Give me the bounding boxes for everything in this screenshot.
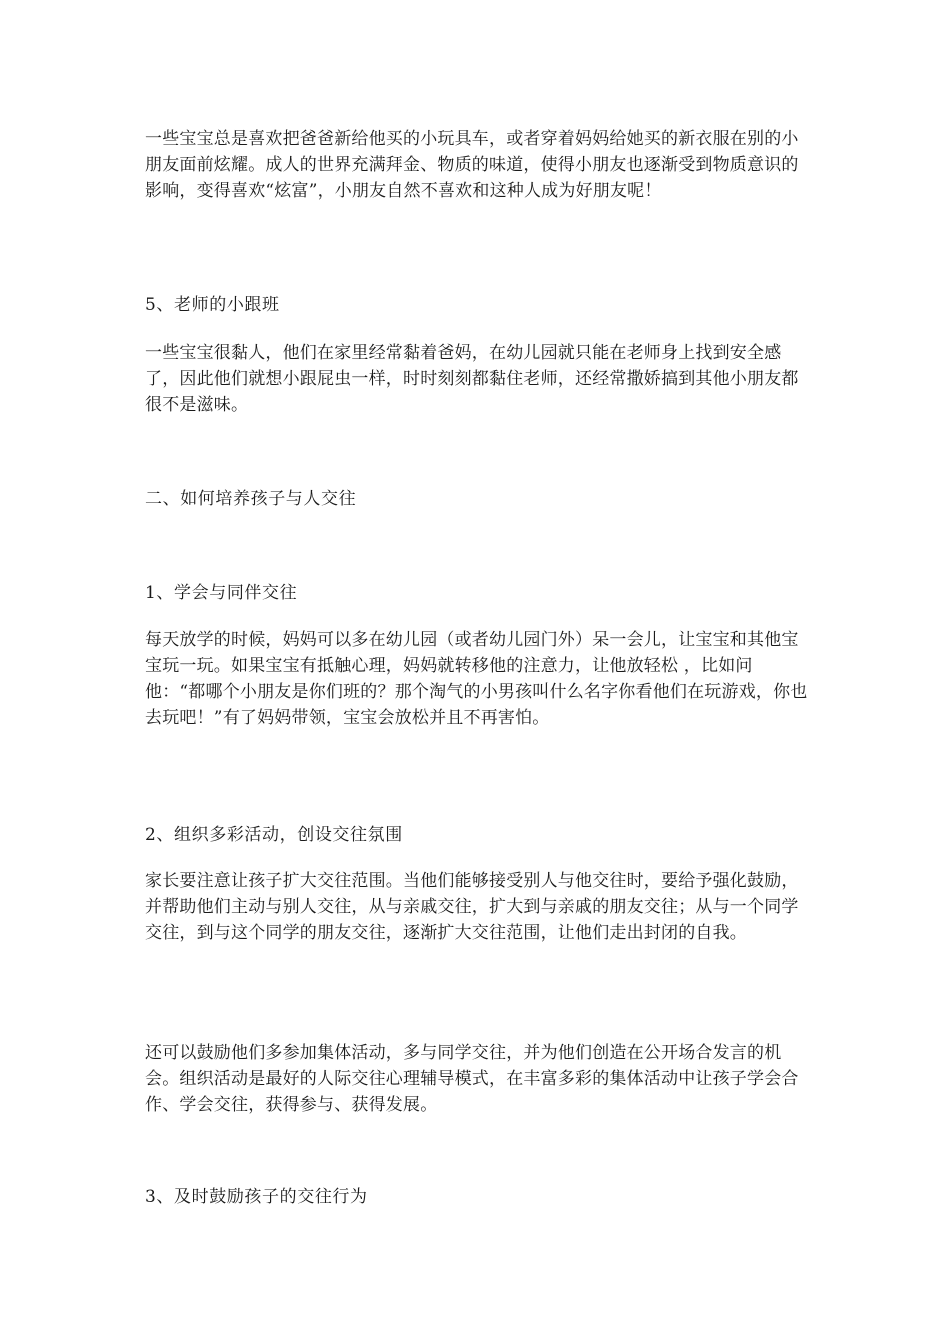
paragraph-after-school: 每天放学的时候，妈妈可以多在幼儿园（或者幼儿园门外）呆一会儿，让宝宝和其他宝宝玩一玩。如果宝宝有抵触心理，妈妈就转移他的注意力，让他放轻松 ，比如问他：“都哪个小朋友是你们班的？那个淘气的小男孩叫什么名字你看他们在玩游戏，你也去玩吧！”有了妈妈带领，宝宝会放松并且不再害怕。 <box>145 630 808 728</box>
paragraph-expand-scope: 家长要注意让孩子扩大交往范围。当他们能够接受别人与他交往时，要给予强化鼓励，并帮助他们主动与别人交往，从与亲戚交往，扩大到与亲戚的朋友交往；从与一个同学交往，到与这个同学的朋友交往，逐渐扩大交往范围，让他们走出封闭的自我。 <box>145 871 799 943</box>
paragraph-clingy: 一些宝宝很黏人，他们在家里经常黏着爸妈，在幼儿园就只能在老师身上找到安全感了，因此他们就想小跟屁虫一样，时时刻刻都黏住老师，还经常撒娇搞到其他小朋友都很不是滋味。 <box>145 343 799 415</box>
heading-teacher-follower: 5、老师的小跟班 <box>145 295 280 315</box>
heading-encourage-timely: 3、及时鼓励孩子的交往行为 <box>145 1187 368 1207</box>
heading-organize-activities: 2、组织多彩活动，创设交往氛围 <box>145 825 403 845</box>
heading-how-to-cultivate: 二、如何培养孩子与人交往 <box>145 489 357 509</box>
heading-peer-interaction: 1、学会与同伴交往 <box>145 583 298 603</box>
paragraph-group-activities: 还可以鼓励他们多参加集体活动，多与同学交往，并为他们创造在公开场合发言的机会。组织活动是最好的人际交往心理辅导模式，在丰富多彩的集体活动中让孩子学会合作、学会交往，获得参与、获得发展。 <box>145 1043 799 1115</box>
paragraph-show-off: 一些宝宝总是喜欢把爸爸新给他买的小玩具车，或者穿着妈妈给她买的新衣服在别的小朋友面前炫耀。成人的世界充满拜金、物质的味道，使得小朋友也逐渐受到物质意识的影响，变得喜欢“炫富”，小朋友自然不喜欢和这种人成为好朋友呢！ <box>145 129 799 201</box>
